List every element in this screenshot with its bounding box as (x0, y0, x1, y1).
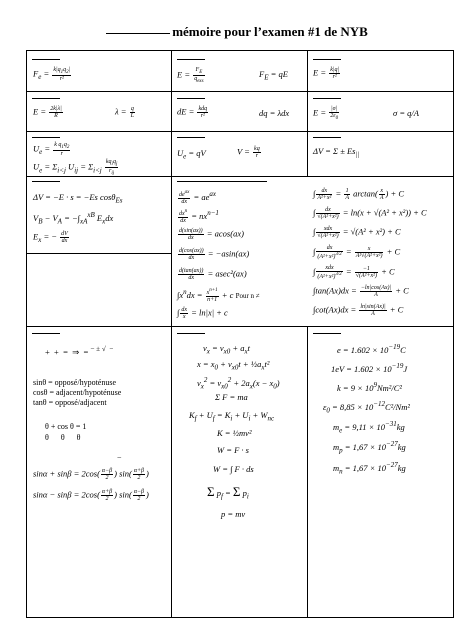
potential-energy-pair: $U_e$ = $\frac{k q_1q_2}{r}$ (33, 142, 70, 158)
kinematic-velocity: $v_x = v_{x0} + a_xt$ (203, 343, 250, 356)
kinematic-velocity-squared: $v_x^2 = v_{x0}^2 + 2a_x(x - x_0)$ (197, 376, 280, 391)
trig-sin: sinθ = opposé/hypoténuse (33, 378, 117, 387)
kinetic-energy: K = ½mv² (217, 428, 252, 438)
deriv-exp: $\frac{de^{ax}}{dx}$ = $ae^{ax}$ (179, 190, 217, 206)
sum-to-product-minus: sinα − sinβ = 2cos( $\frac{\alpha+\beta}{2}$ ) sin( $\frac{\alpha-\beta}{2}$ ) (33, 489, 149, 502)
field-element: dE = $\frac{\text{kdq}}{\text{r²}}$ (177, 106, 208, 119)
momentum-conservation: Σ $p_f = \Sigma$ $p_i$ (207, 484, 249, 501)
integral-tan: ∫tan(Ax)dx = $\frac{-\ln|\cos(Ax)|}{A}$ + C (313, 285, 409, 298)
trig-minus: − (117, 453, 122, 462)
plane-field: E = $\frac{|\sigma|}{2\varepsilon_0}$ (313, 106, 339, 122)
potential-energy-charge: $U_e$ = qV (177, 148, 206, 161)
quadratic-fragment: + + = ⇒ = − ± √ − (45, 345, 114, 357)
charge-element: dq = λdx (259, 108, 290, 118)
point-potential: V = $\frac{kq}{r}$ (237, 146, 260, 159)
const-permittivity: $\varepsilon_0 = 8,85 \times 10^{-12}C^2/Nm^2$ (323, 400, 410, 415)
point-charge-field: E = $\frac{k|q|}{\text{r²}}$ (313, 67, 340, 80)
integral-cot: ∫cot(Ax)dx = $\frac{\ln|\sin(Ax)|}{A}$ + C (313, 304, 404, 317)
newton-second-law: Σ F = ma (215, 392, 248, 402)
const-proton-mass: $m_p = 1,67 \times 10^{-27}kg$ (333, 440, 406, 455)
potential-integral: $V_B - V_A = -\int_{xA}^{xB}$ $E_xdx$ (33, 211, 114, 226)
energy-conservation: $K_f + U_f = K_i + U_i + W_{nc}$ (189, 410, 275, 423)
integral-three-halves-x: ∫ $\frac{\text{xdx}}{(A^2+x^2)^{3/2}}$ = $\frac{-1}{\text{√(A²+x²)}}$ + C (313, 265, 395, 280)
trig-cos: cosθ = adjacent/hypoténuse (33, 388, 122, 397)
deriv-cos: $\frac{d(\cos(ax))}{dx}$ = −asin(ax) (179, 248, 250, 261)
sum-to-product-plus: sinα + sinβ = 2cos( $\frac{\alpha-\beta}{2}$ ) sin( $\frac{\alpha+\beta}{2}$ ) (33, 468, 149, 481)
potential-difference-dot: ΔV = −E · s = −Es cosθ$_{Es}$ (33, 192, 123, 205)
field-definition: E = $\frac{F_E}{q_{exs}}$ (177, 67, 204, 85)
surface-density: σ = q/A (393, 108, 419, 118)
coulomb-law: $F_e$ = $\frac{k|q_1q_2|}{\text{r²}}$ (33, 67, 71, 83)
potential-energy-sum: $U_e = \Sigma_{i<j}$ $U_{ij} = \Sigma_{i<j}$ $\frac{kq_iq_j}{r_{ij}}$ (33, 159, 118, 177)
trig-identity: θ + cos θ = 1 (45, 422, 87, 431)
deriv-power: $\frac{dx^n}{dx}$ = $nx^{n-1}$ (179, 209, 219, 225)
integral-three-halves: ∫ $\frac{dx}{(A^2+x^2)^{3/2}}$ = $\frac{x}{\text{A²√(A²+x²)}}$ + C (313, 245, 401, 260)
const-coulomb: $k = 9 \times 10^9Nm^2/C^2$ (337, 381, 402, 393)
linear-density: λ = $\frac{q}{L}$ (115, 106, 135, 119)
kinematic-position: $x = x_0 + v_{x0}t$ + $\frac{1}{2}a_xt^2$ (197, 359, 270, 372)
deriv-tan: $\frac{d(\tan(ax))}{dx}$ = asec²(ax) (179, 268, 247, 281)
deriv-sin: $\frac{d(\sin(ax))}{dx}$ = acos(ax) (179, 228, 244, 241)
const-neutron-mass: $m_n = 1,67 \times 10^{-27}kg$ (333, 461, 406, 476)
integral-arctan: ∫ $\frac{dx}{\text{A²+x²}}$ = $\frac{1}{A}$ arctan( $\frac{x}{A}$ ) + C (313, 188, 405, 201)
integral-ln: ∫ $\frac{dx}{\text{√(A²+x²)}}$ = ln(x + √(A² + x²)) + C (313, 207, 427, 220)
formula-sheet (26, 50, 454, 618)
const-electron-mass: $m_e = 9,11 \times 10^{-31}kg$ (333, 420, 405, 435)
work-integral: W = ∫ F · ds (213, 464, 254, 474)
trig-tan: tanθ = opposé/adjacent (33, 398, 107, 407)
trig-identity-2: θ θ θ (45, 433, 81, 442)
integral-power: $\int x^ndx$ = $\frac{x^{n+1}}{n+1}$ + c Pour n ≠ (177, 288, 260, 304)
line-charge-field: E = $\frac{2k|\lambda|}{R}$ (33, 106, 62, 119)
field-from-potential: $E_x$ = − $\frac{dV}{dx}$ (33, 231, 68, 245)
page-title: mémoire pour l’examen #1 de NYB (0, 24, 474, 40)
potential-difference-sum: $\Delta V = \Sigma \pm Es_{||}$ (313, 146, 360, 159)
integral-sqrt: ∫ $\frac{\text{xdx}}{\text{√(A²+x²)}}$ = √(A² + x²) + C (313, 226, 401, 239)
integral-reciprocal: ∫ $\frac{dx}{x}$ = ln|x| + c (177, 307, 228, 320)
const-electronvolt: $1eV = 1.602 \times 10^{-19}J$ (331, 362, 408, 374)
momentum-definition: p = mv (221, 509, 246, 519)
work-dot: W = F · s (217, 445, 249, 455)
force-from-field: $F_E$ = qE (259, 69, 288, 82)
const-electron-charge: $e = 1.602 \times 10^{-19}C$ (337, 343, 406, 355)
